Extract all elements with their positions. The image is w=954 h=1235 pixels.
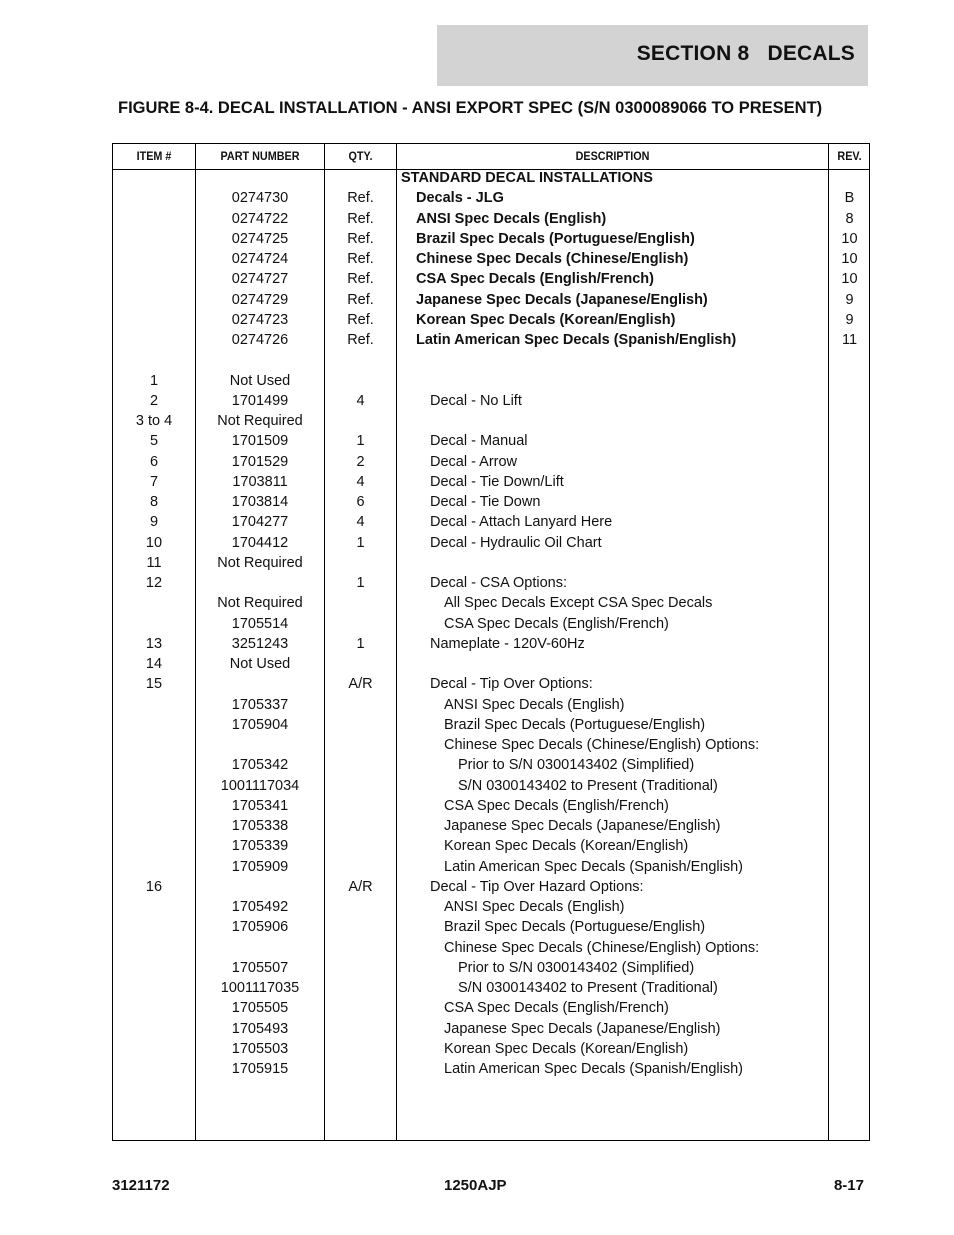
quantity-cell: A/R (348, 878, 373, 895)
description-cell: Korean Spec Decals (Korean/English) (444, 838, 689, 855)
item-number-cell: 9 (149, 514, 159, 531)
item-number-cell: 16 (145, 878, 163, 895)
table-row (113, 332, 869, 352)
table-row (113, 271, 869, 291)
table-row (113, 211, 869, 231)
table-row (113, 616, 869, 636)
description-cell: Latin American Spec Decals (Spanish/English) (444, 1061, 744, 1077)
quantity-cell: 1 (356, 575, 365, 591)
description-cell: Decal - Tie Down (430, 494, 541, 510)
revision-cell: 8 (845, 210, 854, 227)
description-cell: Prior to S/N 0300143402 (Simplified) (458, 959, 695, 976)
table-row (113, 413, 869, 433)
table-row (113, 980, 869, 1000)
table-row (113, 676, 869, 696)
quantity-cell: 2 (356, 453, 365, 470)
description-cell: Decal - No Lift (430, 392, 522, 409)
parts-table (112, 143, 870, 1141)
description-cell: Decal - Tie Down/Lift (430, 473, 564, 490)
table-row (113, 535, 869, 555)
quantity-cell: Ref. (347, 271, 374, 288)
description-cell: Decal - CSA Options: (430, 575, 567, 591)
table-row (113, 838, 869, 858)
part-number-cell: 1705339 (231, 838, 289, 855)
table-row (113, 373, 869, 393)
revision-cell: 10 (841, 230, 858, 247)
footer-model: 1250AJP (444, 1177, 507, 1194)
header-part-number: PART NUMBER (220, 149, 300, 163)
item-number-cell: 3 to 4 (135, 413, 173, 429)
part-number-cell: 0274727 (231, 271, 289, 288)
section-title: SECTION 8 DECALS (636, 42, 855, 65)
description-cell: Decal - Attach Lanyard Here (430, 514, 613, 531)
description-cell: All Spec Decals Except CSA Spec Decals (444, 595, 713, 612)
table-row (113, 251, 869, 271)
table-row (113, 1021, 869, 1041)
table-row (113, 919, 869, 939)
table-row (113, 899, 869, 919)
table-row (113, 474, 869, 494)
description-cell: Decal - Hydraulic Oil Chart (430, 534, 602, 551)
table-row (113, 960, 869, 980)
table-row (113, 1041, 869, 1061)
part-number-cell: 0274726 (231, 332, 289, 348)
part-number-cell: 1703814 (231, 494, 289, 510)
part-number-cell: 1705904 (231, 716, 289, 733)
header-description: DESCRIPTION (575, 149, 650, 163)
item-number-cell: 5 (149, 433, 159, 450)
quantity-cell: A/R (348, 676, 373, 693)
part-number-cell: 1701529 (231, 453, 289, 470)
header-rev: REV. (837, 149, 862, 163)
description-cell: CSA Spec Decals (English/French) (416, 271, 654, 288)
part-number-cell: 1703811 (232, 473, 288, 490)
section-header (437, 25, 868, 86)
table-row (113, 575, 869, 595)
table-row (113, 170, 869, 190)
quantity-cell: 1 (356, 433, 365, 450)
quantity-cell: Ref. (347, 251, 374, 267)
table-row (113, 778, 869, 798)
item-number-cell: 2 (149, 392, 159, 409)
table-row (113, 879, 869, 899)
part-number-cell: Not Used (229, 656, 291, 672)
part-number-cell: Not Used (229, 372, 291, 389)
part-number-cell: 1704277 (231, 514, 289, 531)
revision-cell: 9 (845, 291, 854, 308)
description-cell: S/N 0300143402 to Present (Traditional) (458, 777, 718, 794)
table-row (113, 352, 869, 372)
description-cell: Decals - JLG (416, 190, 504, 207)
part-number-cell: 1701499 (231, 392, 289, 409)
part-number-cell: 0274724 (231, 251, 289, 267)
description-cell: CSA Spec Decals (English/French) (444, 1000, 669, 1017)
table-row (113, 555, 869, 575)
table-row (113, 514, 869, 534)
table-row (113, 859, 869, 879)
item-number-cell: 15 (145, 676, 163, 693)
description-cell: ANSI Spec Decals (English) (444, 899, 625, 915)
part-number-cell: 0274723 (231, 311, 289, 328)
part-number-cell: 1705909 (231, 858, 289, 875)
description-cell: Korean Spec Decals (Korean/English) (444, 1040, 689, 1057)
part-number-cell: 0274722 (231, 210, 289, 227)
quantity-cell: Ref. (347, 311, 374, 328)
part-number-cell: 1701509 (231, 433, 289, 450)
part-number-cell: 1705503 (231, 1040, 289, 1057)
item-number-cell: 6 (149, 453, 159, 470)
quantity-cell: Ref. (347, 230, 374, 247)
item-number-cell: 13 (145, 635, 163, 652)
quantity-cell: 1 (356, 635, 365, 652)
table-row (113, 454, 869, 474)
part-number-cell: 1705507 (231, 959, 289, 976)
description-cell: STANDARD DECAL INSTALLATIONS (401, 170, 653, 186)
part-number-cell: 0274730 (231, 190, 289, 207)
header-item: ITEM # (136, 149, 172, 163)
quantity-cell: 4 (356, 392, 365, 409)
description-cell: ANSI Spec Decals (English) (444, 696, 625, 713)
part-number-cell: 1705514 (231, 615, 289, 632)
header-qty: QTY. (348, 149, 373, 163)
description-cell: Chinese Spec Decals (Chinese/English) Options: (444, 939, 760, 956)
part-number-cell: 1001117034 (220, 777, 300, 794)
description-cell: Latin American Spec Decals (Spanish/English) (416, 332, 737, 348)
table-row (113, 717, 869, 737)
quantity-cell: Ref. (347, 210, 374, 227)
description-cell: Japanese Spec Decals (Japanese/English) (444, 818, 721, 834)
description-cell: Brazil Spec Decals (Portuguese/English) (444, 919, 706, 936)
part-number-cell: Not Required (217, 595, 303, 612)
table-row (113, 231, 869, 251)
footer-page-number: 8-17 (833, 1177, 864, 1194)
item-number-cell: 1 (149, 372, 159, 389)
part-number-cell: 0274725 (231, 230, 289, 247)
item-number-cell: 7 (149, 473, 159, 490)
table-row (113, 292, 869, 312)
description-cell: Brazil Spec Decals (Portuguese/English) (444, 716, 706, 733)
table-body (113, 170, 869, 1081)
description-cell: CSA Spec Decals (English/French) (444, 797, 669, 814)
table-row (113, 494, 869, 514)
description-cell: Decal - Arrow (430, 453, 518, 470)
part-number-cell: 1705342 (231, 757, 289, 774)
description-cell: Japanese Spec Decals (Japanese/English) (416, 291, 708, 308)
table-row (113, 818, 869, 838)
description-cell: Japanese Spec Decals (Japanese/English) (444, 1020, 721, 1037)
description-cell: Decal - Tip Over Hazard Options: (430, 878, 644, 895)
part-number-cell: 1705505 (231, 1000, 289, 1017)
quantity-cell: 4 (356, 514, 365, 531)
description-cell: Chinese Spec Decals (Chinese/English) (416, 251, 689, 267)
part-number-cell: 3251243 (231, 635, 289, 652)
table-row (113, 940, 869, 960)
part-number-cell: 1705338 (231, 818, 289, 834)
table-row (113, 433, 869, 453)
description-cell: Decal - Tip Over Options: (430, 676, 593, 693)
item-number-cell: 12 (145, 575, 163, 591)
item-number-cell: 8 (149, 494, 159, 510)
description-cell: Prior to S/N 0300143402 (Simplified) (458, 757, 695, 774)
description-cell: Latin American Spec Decals (Spanish/English) (444, 858, 744, 875)
table-row (113, 595, 869, 615)
footer-doc-number: 3121172 (112, 1177, 170, 1194)
table-row (113, 312, 869, 332)
table-row (113, 737, 869, 757)
item-number-cell: 14 (145, 656, 163, 672)
part-number-cell: Not Required (217, 413, 303, 429)
table-row (113, 656, 869, 676)
description-cell: CSA Spec Decals (English/French) (444, 615, 669, 632)
description-cell: Nameplate - 120V-60Hz (430, 635, 585, 652)
description-cell: ANSI Spec Decals (English) (416, 210, 607, 227)
part-number-cell: 1705493 (231, 1020, 289, 1037)
table-row (113, 1000, 869, 1020)
table-row (113, 798, 869, 818)
quantity-cell: 6 (356, 494, 365, 510)
table-row (113, 757, 869, 777)
description-cell: S/N 0300143402 to Present (Traditional) (458, 980, 718, 996)
part-number-cell: 1001117035 (220, 980, 300, 996)
quantity-cell: Ref. (347, 190, 374, 207)
revision-cell: 9 (845, 311, 854, 328)
table-row (113, 190, 869, 210)
quantity-cell: 4 (356, 473, 365, 490)
item-number-cell: 10 (145, 534, 163, 551)
quantity-cell: Ref. (347, 332, 374, 348)
table-row (113, 1061, 869, 1081)
revision-cell: 10 (841, 271, 858, 288)
part-number-cell: Not Required (217, 554, 303, 571)
description-cell: Korean Spec Decals (Korean/English) (416, 311, 676, 328)
revision-cell: 11 (841, 332, 858, 348)
figure-title: FIGURE 8-4. DECAL INSTALLATION - ANSI EXPORT SPEC (S/N 0300089066 TO PRESENT) (118, 99, 823, 117)
part-number-cell: 1705492 (231, 899, 289, 915)
description-cell: Brazil Spec Decals (Portuguese/English) (416, 230, 695, 247)
part-number-cell: 1705341 (231, 797, 289, 814)
quantity-cell: Ref. (347, 291, 374, 308)
part-number-cell: 0274729 (231, 291, 289, 308)
part-number-cell: 1705906 (231, 919, 289, 936)
table-row (113, 697, 869, 717)
quantity-cell: 1 (356, 534, 365, 551)
item-number-cell: 11 (146, 554, 162, 571)
part-number-cell: 1705915 (231, 1061, 289, 1077)
revision-cell: B (844, 190, 855, 207)
table-row (113, 636, 869, 656)
table-row (113, 393, 869, 413)
description-cell: Chinese Spec Decals (Chinese/English) Options: (444, 737, 760, 753)
part-number-cell: 1704412 (231, 534, 289, 551)
part-number-cell: 1705337 (231, 696, 289, 713)
description-cell: Decal - Manual (430, 433, 528, 450)
revision-cell: 10 (841, 251, 858, 267)
